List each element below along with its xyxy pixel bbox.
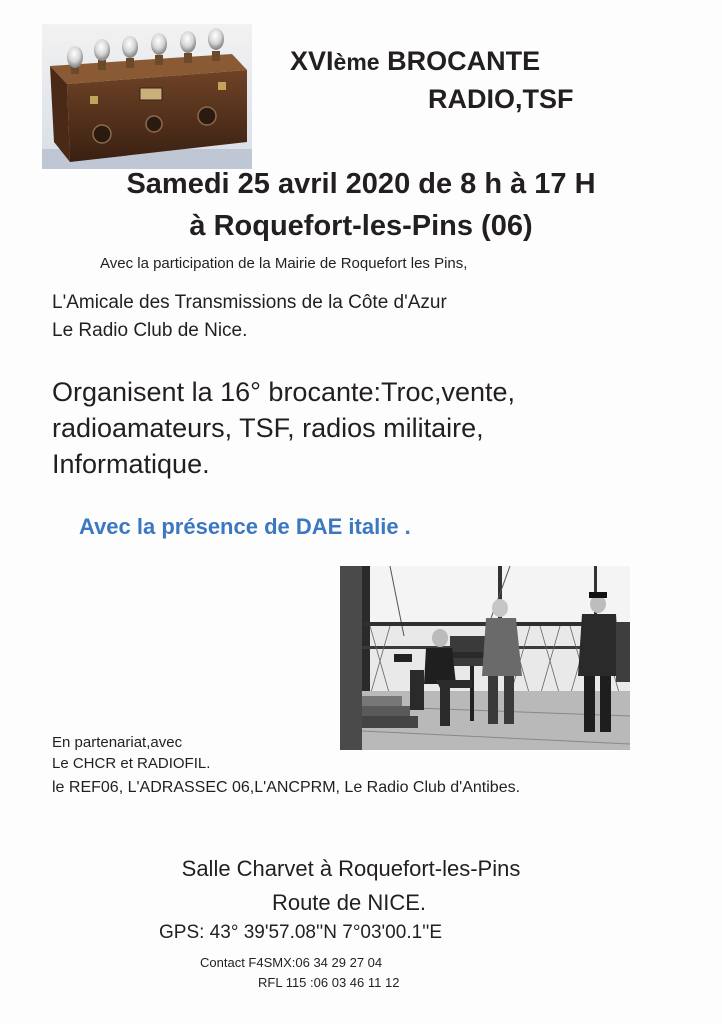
partnership-intro: En partenariat,avec: [52, 734, 183, 751]
flyer-title-line-1: [290, 46, 540, 77]
participation-radio-club: Le Radio Club de Nice.: [52, 320, 248, 341]
title-ordinal-suffix: ème: [333, 49, 380, 75]
venue-hall: Salle Charvet à Roquefort-les-Pins: [181, 856, 521, 881]
event-place: à Roquefort-les-Pins (06): [189, 210, 533, 242]
organisation-line-2: radioamateurs, TSF, radios militaire,: [52, 413, 484, 443]
partnership-chcr-radiofil: Le CHCR et RADIOFIL.: [52, 755, 211, 772]
organisation-line-1: Organisent la 16° brocante:Troc,vente,: [52, 377, 516, 407]
contact-f4smx: Contact F4SMX:06 34 29 27 04: [200, 955, 383, 970]
event-date: Samedi 25 avril 2020 de 8 h à 17 H: [126, 168, 596, 200]
flyer-title-line-2: RADIO,TSF: [428, 84, 574, 114]
title-ordinal: XVI: [290, 46, 334, 76]
organisation-line-3: Informatique.: [52, 449, 210, 479]
venue-road: Route de NICE.: [271, 890, 427, 915]
historic-radio-operators-photo: [340, 566, 630, 750]
partnership-associations: le REF06, L'ADRASSEC 06,L'ANCPRM, Le Radio Club d'Antibes.: [52, 779, 521, 796]
participation-amicale: L'Amicale des Transmissions de la Côte d'Azur: [52, 292, 447, 313]
title-brocante: BROCANTE: [387, 46, 541, 76]
dae-italie-highlight: Avec la présence de DAE italie .: [79, 514, 411, 539]
participation-mairie: Avec la participation de la Mairie de Roquefort les Pins,: [100, 255, 468, 272]
venue-gps-coordinates: GPS: 43° 39'57.08''N 7°03'00.1''E: [159, 922, 443, 943]
vintage-radio-photo: [42, 24, 252, 169]
contact-rfl115: RFL 115 :06 03 46 11 12: [258, 975, 400, 990]
